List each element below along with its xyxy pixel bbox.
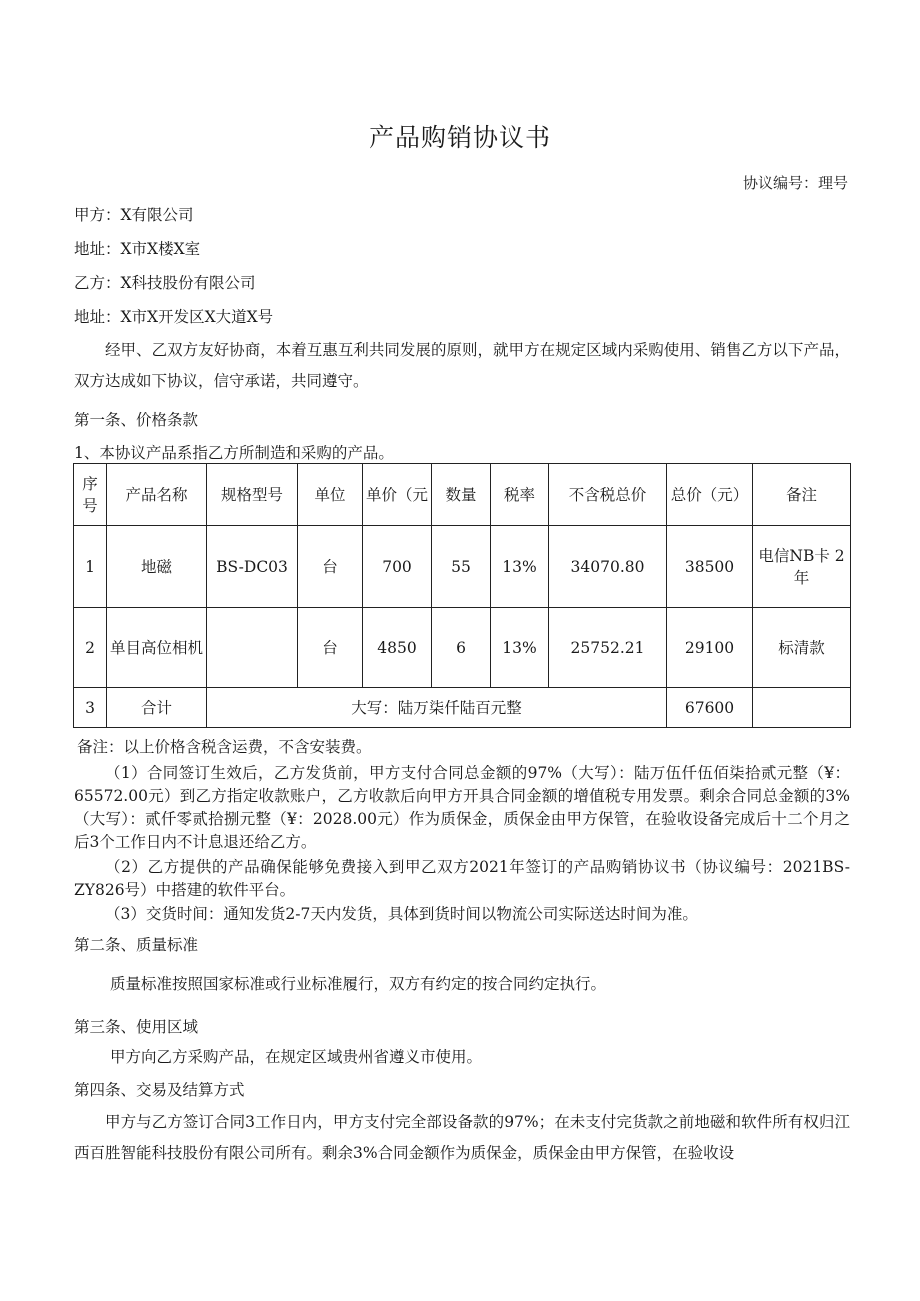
cell-spec: BS-DC03 bbox=[207, 526, 298, 608]
article-1-heading: 第一条、价格条款 bbox=[74, 411, 199, 429]
cell-total-price: 29100 bbox=[667, 608, 753, 688]
cell-unit-price: 4850 bbox=[363, 608, 432, 688]
payment-clause-2: （2）乙方提供的产品确保能够免费接入到甲乙双方2021年签订的产品购销协议书（协议编号：2021BS-ZY826号）中搭建的软件平台。 bbox=[74, 858, 850, 899]
cell-product-name: 地磁 bbox=[107, 526, 207, 608]
article-4-heading: 第四条、交易及结算方式 bbox=[74, 1081, 245, 1099]
table-row bbox=[74, 526, 851, 608]
header-product-name: 产品名称 bbox=[107, 464, 207, 526]
party-b-address: 地址：X市X开发区X大道X号 bbox=[74, 308, 274, 326]
header-no: 序号 bbox=[74, 464, 107, 526]
cell-product-name: 单目高位相机 bbox=[107, 608, 207, 688]
header-spec: 规格型号 bbox=[207, 464, 298, 526]
cell-sum-remark bbox=[753, 688, 851, 728]
header-unit-price: 单价（元 bbox=[363, 464, 432, 526]
cell-no: 2 bbox=[74, 608, 107, 688]
header-net-total: 不含税总价 bbox=[549, 464, 667, 526]
cell-net-total: 25752.21 bbox=[549, 608, 667, 688]
header-remark: 备注 bbox=[753, 464, 851, 526]
cell-sum-label: 合计 bbox=[107, 688, 207, 728]
article-4-text: 甲方与乙方签订合同3工作日内，甲方支付完全部设备款的97%；在未支付完货款之前地磁和软件所有权归江西百胜智能科技股份有限公司所有。剩余3%合同金额作为质保金，质保金由甲方保管，在验收设 bbox=[74, 1113, 850, 1162]
table-sum-row bbox=[74, 688, 851, 728]
payment-clause-3: （3）交货时间：通知发货2-7天内发货，具体到货时间以物流公司实际送达时间为准。 bbox=[105, 905, 698, 923]
cell-unit: 台 bbox=[298, 608, 363, 688]
article-3-heading: 第三条、使用区域 bbox=[74, 1018, 199, 1036]
product-price-table bbox=[73, 463, 851, 728]
cell-no: 1 bbox=[74, 526, 107, 608]
table-note: 备注：以上价格含税含运费，不含安装费。 bbox=[77, 738, 372, 756]
article-3-text: 甲方向乙方采购产品，在规定区域贵州省遵义市使用。 bbox=[110, 1048, 483, 1066]
document-title: 产品购销协议书 bbox=[368, 123, 551, 152]
article-2-text: 质量标准按照国家标准或行业标准履行，双方有约定的按合同约定执行。 bbox=[110, 975, 607, 993]
cell-quantity: 6 bbox=[432, 608, 491, 688]
article-2-heading: 第二条、质量标准 bbox=[74, 936, 199, 954]
party-a-address: 地址：X市X楼X室 bbox=[74, 240, 201, 258]
cell-amount-in-words: 大写：陆万柒仟陆百元整 bbox=[207, 688, 667, 728]
cell-total-price: 38500 bbox=[667, 526, 753, 608]
agreement-number: 协议编号：理号 bbox=[742, 174, 848, 192]
article-1-item-1: 1、本协议产品系指乙方所制造和采购的产品。 bbox=[74, 444, 394, 462]
cell-remark: 电信NB卡 2年 bbox=[753, 526, 851, 608]
cell-unit-price: 700 bbox=[363, 526, 432, 608]
cell-no: 3 bbox=[74, 688, 107, 728]
header-total-price: 总价（元） bbox=[667, 464, 753, 526]
cell-remark: 标清款 bbox=[753, 608, 851, 688]
cell-tax-rate: 13% bbox=[491, 526, 549, 608]
payment-clause-1: （1）合同签订生效后，乙方发货前，甲方支付合同总金额的97%（大写）：陆万伍仟伍佰柒拾贰元整（¥：65572.00元）到乙方指定收款账户，乙方收款后向甲方开具合同金额的增值税专用发票。剩余合同总金额的3%（大写）：贰仟零贰拾捌元整（¥：2028.00元）作为质保金，质保金由甲方保管，在验收设备完成后十二个月之后3个工作日内不计息退还给乙方。 bbox=[74, 764, 850, 851]
cell-tax-rate: 13% bbox=[491, 608, 549, 688]
intro-paragraph: 经甲、乙双方友好协商，本着互惠互利共同发展的原则，就甲方在规定区域内采购使用、销售乙方以下产品，双方达成如下协议，信守承诺，共同遵守。 bbox=[74, 341, 850, 390]
party-a: 甲方：X有限公司 bbox=[74, 206, 194, 224]
table-header-row bbox=[74, 464, 851, 526]
header-tax-rate: 税率 bbox=[491, 464, 549, 526]
header-unit: 单位 bbox=[298, 464, 363, 526]
cell-sum-total: 67600 bbox=[667, 688, 753, 728]
cell-spec bbox=[207, 608, 298, 688]
header-quantity: 数量 bbox=[432, 464, 491, 526]
table-row bbox=[74, 608, 851, 688]
party-b: 乙方：X科技股份有限公司 bbox=[74, 274, 256, 292]
cell-unit: 台 bbox=[298, 526, 363, 608]
cell-net-total: 34070.80 bbox=[549, 526, 667, 608]
cell-quantity: 55 bbox=[432, 526, 491, 608]
